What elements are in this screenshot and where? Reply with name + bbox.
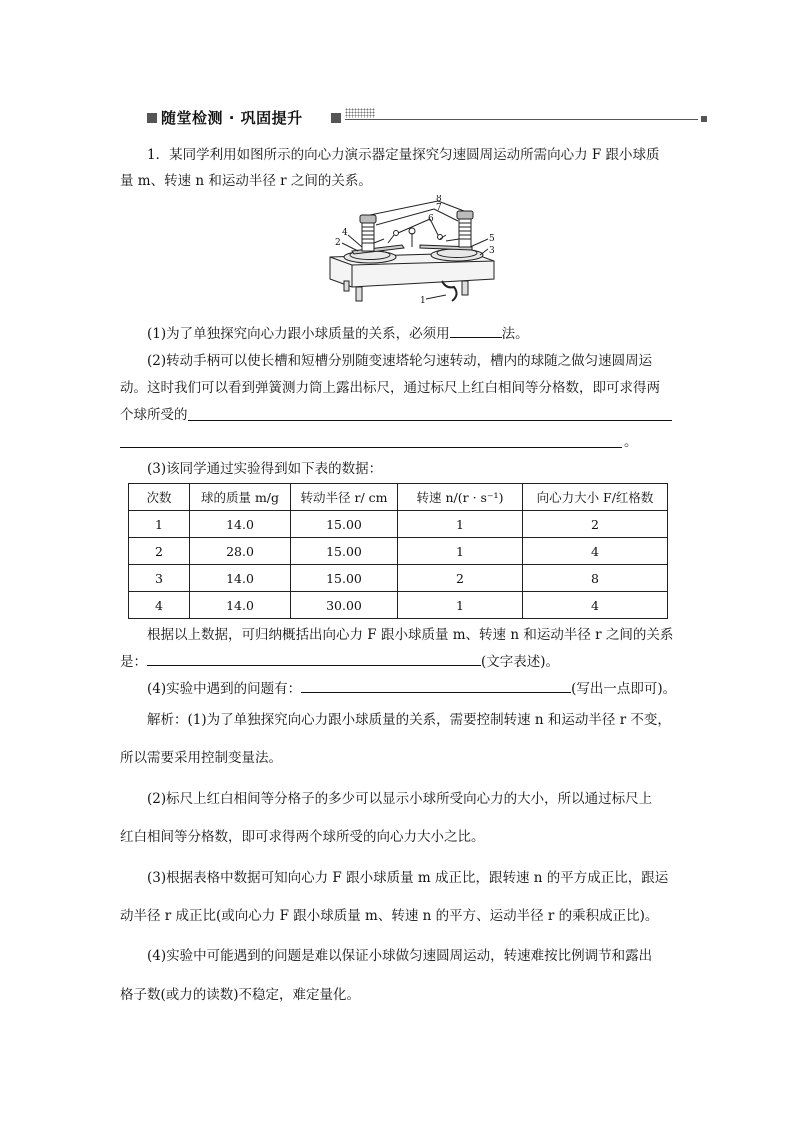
- table-row: [129, 511, 668, 538]
- table-cell: 14.0: [190, 565, 291, 592]
- table-cell: 1: [398, 511, 523, 538]
- figure-label-4: 4: [342, 228, 348, 238]
- table-cell: 1: [398, 592, 523, 619]
- q2-answer-blank-2[interactable]: [120, 429, 622, 448]
- table-cell: 28.0: [190, 538, 291, 565]
- table-cell: 2: [523, 511, 668, 538]
- q4-line: [120, 677, 680, 701]
- answer-2-line2: 红白相间等分格数，即可求得两个球所受的向心力大小之比。: [120, 829, 485, 845]
- q2-answer-blank-1[interactable]: [188, 402, 672, 421]
- figure-label-7: 7: [436, 203, 442, 213]
- figure-label-8: 8: [436, 195, 442, 204]
- q2-line2: 动。这时我们可以看到弹簧测力筒上露出标尺，通过标尺上红白相间等分格数，即可求得两: [120, 380, 660, 396]
- header-square-icon: [147, 113, 157, 123]
- table-cell: 4: [523, 592, 668, 619]
- answer-4-line2: 格子数(或力的读数)不稳定，难定量化。: [120, 987, 361, 1003]
- table-header-row: [129, 484, 668, 511]
- table-cell: 15.00: [291, 565, 398, 592]
- answer-3-line2: 动半径 r 成正比(或向心力 F 跟小球质量 m、转速 n 的平方、运动半径 r 的乘积成正比)。: [120, 908, 659, 924]
- header-end-square-icon: [701, 116, 707, 122]
- header-square-icon: [331, 113, 341, 123]
- figure-label-6: 6: [428, 214, 434, 224]
- table-header-cell: 次数: [129, 484, 190, 511]
- table-cell: 15.00: [291, 538, 398, 565]
- answer-2-line1: (2)标尺上红白相间等分格子的多少可以显示小球所受向心力的大小，所以通过标尺上: [147, 791, 653, 807]
- question-intro-line2: 量 m、转速 n 和运动半径 r 之间的关系。: [120, 173, 372, 189]
- table-cell: 4: [129, 592, 190, 619]
- answer-4-line1: (4)实验中可能遇到的问题是难以保证小球做匀速圆周运动，转速难按比例调节和露出: [147, 948, 653, 964]
- q3-intro: (3)该同学通过实验得到如下表的数据：: [147, 461, 383, 477]
- q2-line1: (2)转动手柄可以使长槽和短槽分别随变速塔轮匀速转动，槽内的球随之做匀速圆周运: [147, 353, 653, 369]
- table-cell: 15.00: [291, 511, 398, 538]
- q1-line: [120, 322, 680, 346]
- centripetal-force-apparatus-figure: [322, 195, 502, 315]
- table-header-cell: 球的质量 m/g: [190, 484, 291, 511]
- q3-answer-blank[interactable]: [147, 650, 481, 666]
- figure-label-5: 5: [489, 234, 495, 244]
- section-title: 随堂检测 · 巩固提升: [161, 109, 303, 127]
- q4-prefix: (4)实验中遇到的问题有：: [147, 681, 302, 697]
- header-dots-decoration: [345, 108, 375, 118]
- table-cell: 30.00: [291, 592, 398, 619]
- q1-answer-blank[interactable]: [450, 322, 502, 338]
- table-header-cell: 向心力大小 F/红格数: [523, 484, 668, 511]
- table-cell: 1: [398, 538, 523, 565]
- q3-conclusion-line1: 根据以上数据，可归纳概括出向心力 F 跟小球质量 m、转速 n 和运动半径 r 之间的关系: [147, 627, 674, 643]
- q3-prefix: 是：: [120, 654, 147, 670]
- section-header: [147, 107, 707, 129]
- table-cell: 14.0: [190, 592, 291, 619]
- figure-label-2: 2: [335, 238, 341, 248]
- table-cell: 3: [129, 565, 190, 592]
- question-intro-line1: 1．某同学利用如图所示的向心力演示器定量探究匀速圆周运动所需向心力 F 跟小球质: [147, 147, 660, 163]
- figure-label-1: 1: [420, 296, 426, 306]
- table-cell: 4: [523, 538, 668, 565]
- table-header-cell: 转速 n/(r · s⁻¹): [398, 484, 523, 511]
- q1-text: (1)为了单独探究向心力跟小球质量的关系，必须用: [147, 326, 450, 342]
- answer-3-line1: (3)根据表格中数据可知向心力 F 跟小球质量 m 成正比，跟转速 n 的平方成正比，跟运: [147, 870, 669, 886]
- table-row: [129, 565, 668, 592]
- q4-answer-blank[interactable]: [301, 677, 571, 693]
- table-cell: 14.0: [190, 511, 291, 538]
- answer-1-line2: 所以需要采用控制变量法。: [120, 750, 282, 766]
- q4-suffix: (写出一点即可)。: [571, 681, 677, 697]
- table-row: [129, 538, 668, 565]
- figure-label-3: 3: [489, 246, 495, 256]
- table-cell: 2: [398, 565, 523, 592]
- table-cell: 2: [129, 538, 190, 565]
- table-cell: 8: [523, 565, 668, 592]
- q1-suffix: 法。: [501, 326, 529, 342]
- table-header-cell: 转动半径 r/ cm: [291, 484, 398, 511]
- answer-1-line1: 解析：(1)为了单独探究向心力跟小球质量的关系，需要控制转速 n 和运动半径 r 不变，: [147, 712, 671, 728]
- q2-line3-text: 个球所受的: [120, 407, 188, 423]
- q3-suffix: (文字表述)。: [481, 654, 560, 670]
- q2-end-mark: 。: [624, 434, 638, 450]
- q3-conclusion-line2: [120, 650, 680, 674]
- table-cell: 1: [129, 511, 190, 538]
- table-row: [129, 592, 668, 619]
- experiment-data-table: [128, 483, 668, 619]
- header-rule: [345, 119, 698, 120]
